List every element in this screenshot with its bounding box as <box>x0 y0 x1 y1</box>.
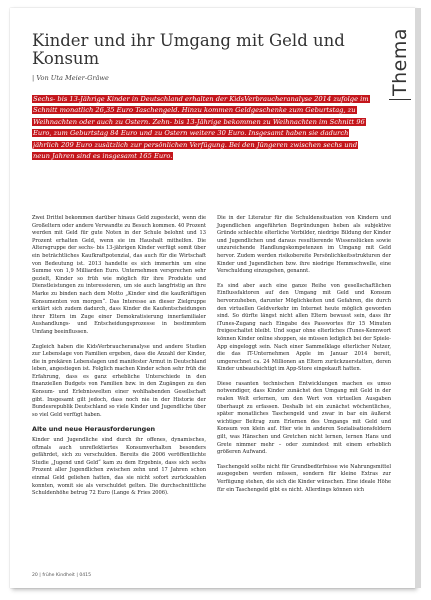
article-title: Kinder und ihr Umgang mit Geld und Konsum <box>32 31 345 68</box>
lead-text: Sechs- bis 13-Jährige Kinder in Deutschland erhalten der KidsVerbraucheranalyse 2014 zufolge im Schnitt monatlich 26,35 Euro Taschengeld. Hinzu kommen Geldgeschenke zum Geburtstag, zu Weihnachten oder auch zu Ostern. Zehn- bis 13-Jährige bekommen zu Weihnachten im Schnitt 96 Euro, zum Geburtstag 84 Euro und zu Ostern weitere 30 Euro. Insgesamt haben sie dadurch jährlich 209 Euro zusätzlich zur persönlichen Verfügung. Bei den Jüngeren zwischen sechs und neun Jahren sind es insgesamt 165 Euro. <box>33 95 369 161</box>
left-column <box>32 215 206 505</box>
right-paragraph-1: Die in der Literatur für die Schuldensituation von Kindern und Jugendlichen angeführten Begründungen heben als subjektive Gründe schlechte elterliche Vorbilder, niedrige Bildung der Kinder und Jugendlichen und daraus resultierende Wissenslücken sowie unzureichende Handlungskompetenzen im Umgang mit Geld hervor. Zudem werden risikobereite Persönlichkeitsstrukturen der Kinder und Jugendlichen bzw. ihre niedrige Hemmschwelle, eine Verschuldung einzugehen, genannt. <box>217 215 391 275</box>
page-edge-shadow <box>415 8 421 588</box>
section-heading: Alte und neue Herausforderungen <box>32 425 156 434</box>
right-paragraph-3: Diese rasanten technischen Entwicklungen machen es umso notwendiger, dass Kinder zunächst den Umgang mit Geld in der realen Welt erlernen, um den Wert von virtuellen Ausgaben überhaupt zu erfassen. Deshalb ist ein zunächst wöchentliches, später monatliches Taschengeld und zwar in bar ein äußerst wichtiger Beitrag zum Erlernen des Umgangs mit Geld und Konsum von klein auf. Hier wie in anderen Sozialisationsfeldern gilt, was Hänschen und Gretchen nicht lernen, lernen Hans und Grete nimmer mehr – oder zumindest mit einem erheblich größeren Aufwand. <box>217 380 391 456</box>
right-paragraph-2: Es sind aber auch eine ganze Reihe von gesellschaftlichen Einflussfaktoren auf den Umgang mit Geld und Konsum hervorzuheben, darunter Möglichkeiten und Gefahren, die durch den virtuellen Geldverkehr im Internet heute möglich geworden sind. So dürfte längst nicht allen Eltern bewusst sein, dass ihr iTunes-Zugang nach Eingabe des Passwortes für 15 Minuten freigeschaltet bleibt. Und sogar ohne elterliches iTunes-Kennwort können Kinder online shoppen, sie müssen lediglich bei der Spiele-App eingeloggt sein. Nach einer Sammelklage elterlicher Nutzer, die das IT-Unternehmen Apple im Januar 2014 bereit, umgerechnet ca. 24 Millionen an Eltern zurückzuerstatten, deren Kinder unbeaufsichtigt im App-Store eingekauft hatten. <box>217 282 391 373</box>
side-label <box>389 28 411 138</box>
left-paragraph-3: Kinder und Jugendliche sind durch ihr offenes, dynamisches, oftmals auch unreflektiertes Konsumverhalten besonders gefährdet, sich zu verschulden. Bereits die 2006 veröffentlichte Studie „Jugend und Geld“ kam zu dem Ergebnis, dass sich sechs Prozent aller Jugendlichen zwischen zehn und 17 Jahren schon einmal Geld geliehen hatten, das sie nicht sofort zurückzahlen konnten, womit sie als verschuldet gelten. Die durchschnittliche Schuldenhöhe betrug 72 Euro (Lange & Fries 2006). <box>32 437 206 497</box>
left-paragraph-1: Zwei Drittel bekommen darüber hinaus Geld zugesteckt, wenn die Großeltern oder andere Verwandte zu Besuch kommen. 40 Prozent werden mit Geld für gute Noten in der Schule belohnt und 13 Prozent erhalten Geld, wenn sie im Haushalt mithelfen. Die Altersgruppe der sechs- bis 13-jährigen Kinder verfügt somit über ein beträchtliches Kaufkraftpotenzial, das auch für die Wirtschaft von Bedeutung ist. 2013 handelte es sich immerhin um eine Summe von 1,9 Milliarden Euro. Unternehmen versprechen sehr gezielt, Kinder so früh wie möglich für ihre Produkte und Dienstleistungen zu interessieren, um sie auch langfristig an ihre Marke zu binden nach dem Motto „Kinder sind die kaufkräftigen Konsumenten von morgen“. Das Interesse an dieser Zielgruppe erklärt sich zudem dadurch, dass Kinder die Kaufentscheidungen ihrer Eltern im Zuge einer Demokratisierung innerfamilialer Aushandlungs- und Entscheidungsprozesse in bestimmtem Umfang beeinflussen. <box>32 215 206 335</box>
article-author: | Von Uta Meier-Gräwe <box>32 74 109 82</box>
right-paragraph-4: Taschengeld sollte nicht für Grundbedürfnisse wie Nahrungsmittel ausgegeben werden müssen, sondern für kleine Extras zur Verfügung stehen, die sich die Kinder wünschen. Eine ideale Höhe für ein Taschengeld gibt es nicht. Allerdings können sich <box>217 463 391 493</box>
lead-paragraph <box>32 94 372 162</box>
left-paragraph-2: Zugleich haben die KidsVerbraucheranalyse und andere Studien zur Lebenslage von Familien ergeben, dass die Anzahl der Kinder, die in prekären Lebenslagen und manifester Armut in Deutschland leben, angestiegen ist. Folglich machen Kinder schon sehr früh die Erfahrung, dass es ganz erhebliche Unterschiede in den finanziellen Budgets von Familien bzw. in den Zugängen zu den Konsum- und Erlebniswelten einer wohlhabenden Gesellschaft gibt. Insgesamt gilt jedoch, dass noch nie in der Historie der Bundesrepublik Deutschland so viele Kinder und Jugendliche über so viel Geld verfügt haben. <box>32 343 206 418</box>
document-page <box>10 8 415 588</box>
right-column <box>217 215 391 501</box>
side-label-text: Thema <box>389 28 411 100</box>
page-footer: 20 | frühe Kindheit | 0415 <box>32 573 92 578</box>
